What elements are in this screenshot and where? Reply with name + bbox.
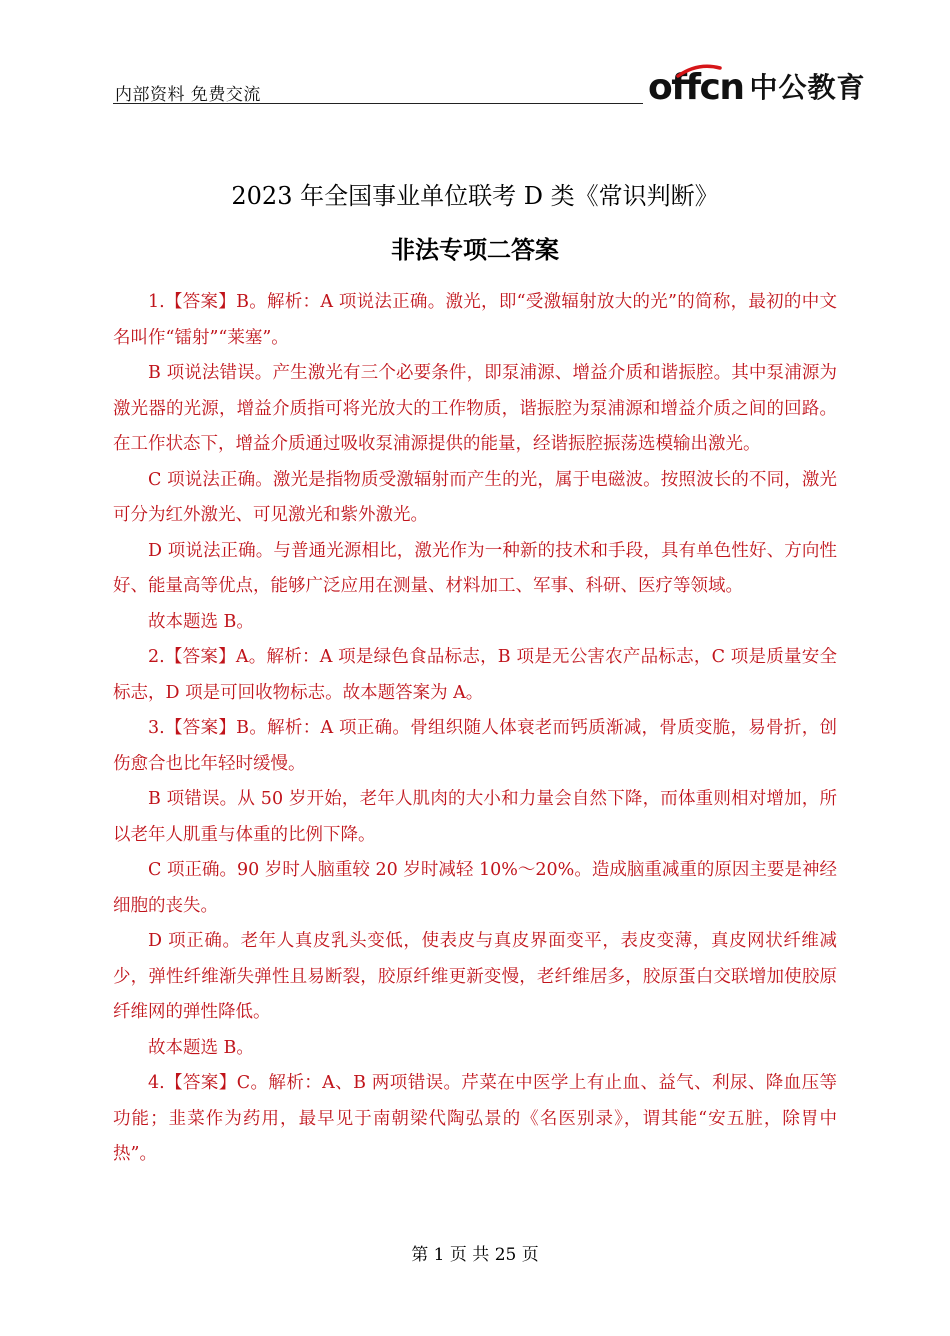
paragraph: C 项正确。90 岁时人脑重较 20 岁时减轻 10%～20%。造成脑重减重的原因主要是神经细胞的丧失。 — [113, 860, 837, 916]
page-number: 第 1 页 共 25 页 — [411, 1245, 539, 1265]
paragraph: C 项说法正确。激光是指物质受激辐射而产生的光，属于电磁波。按照波长的不同，激光可分为红外激光、可见激光和紫外激光。 — [113, 469, 837, 525]
paragraph: 故本题选 B。 — [148, 1037, 254, 1058]
logo-swoosh-icon — [676, 64, 722, 78]
paragraph: 3.【答案】B。解析：A 项正确。骨组织随人体衰老而钙质渐减，骨质变脆，易骨折，创伤愈合也比年轻时缓慢。 — [113, 718, 837, 774]
paragraph: 4.【答案】C。解析：A、B 两项错误。芹菜在中医学上有止血、益气、利尿、降血压等功能；韭菜作为药用，最早见于南朝梁代陶弘景的《名医别录》，谓其能“安五脏，除胃中热”。 — [113, 1073, 837, 1164]
paragraph: 故本题选 B。 — [148, 611, 254, 632]
header-divider — [113, 103, 643, 104]
offcn-logo — [648, 66, 866, 110]
logo-mark — [648, 67, 744, 108]
document-subtitle: 非法专项二答案 — [391, 236, 559, 264]
document-title: 2023 年全国事业单位联考 D 类《常识判断》 — [231, 182, 719, 210]
logo-text: 中公教育 — [749, 71, 866, 104]
paragraph: D 项正确。老年人真皮乳头变低，使表皮与真皮界面变平，表皮变薄，真皮网状纤维减少，弹性纤维渐失弹性且易断裂，胶原纤维更新变慢，老纤维居多，胶原蛋白交联增加使胶原纤维网的弹性降低。 — [113, 931, 837, 1022]
paragraph: 2.【答案】A。解析：A 项是绿色食品标志，B 项是无公害农产品标志，C 项是质量安全标志，D 项是可回收物标志。故本题答案为 A。 — [113, 647, 837, 703]
paragraph: 1.【答案】B。解析：A 项说法正确。激光，即“受激辐射放大的光”的简称，最初的中文名叫作“镭射”“莱塞”。 — [113, 292, 837, 348]
paragraph: D 项说法正确。与普通光源相比，激光作为一种新的技术和手段，具有单色性好、方向性好、能量高等优点，能够广泛应用在测量、材料加工、军事、科研、医疗等领域。 — [113, 540, 837, 596]
logo-mark-text: offcn — [648, 67, 744, 108]
paragraph: B 项错误。从 50 岁开始，老年人肌肉的大小和力量会自然下降，而体重则相对增加，所以老年人肌重与体重的比例下降。 — [113, 789, 837, 845]
answer-content — [113, 285, 837, 1173]
paragraph: B 项说法错误。产生激光有三个必要条件，即泵浦源、增益介质和谐振腔。其中泵浦源为激光器的光源，增益介质指可将光放大的工作物质，谐振腔为泵浦源和增益介质之间的回路。在工作状态下，增益介质通过吸收泵浦源提供的能量，经谐振腔振荡选模输出激光。 — [113, 363, 837, 454]
header-label: 内部资料 免费交流 — [115, 85, 261, 105]
